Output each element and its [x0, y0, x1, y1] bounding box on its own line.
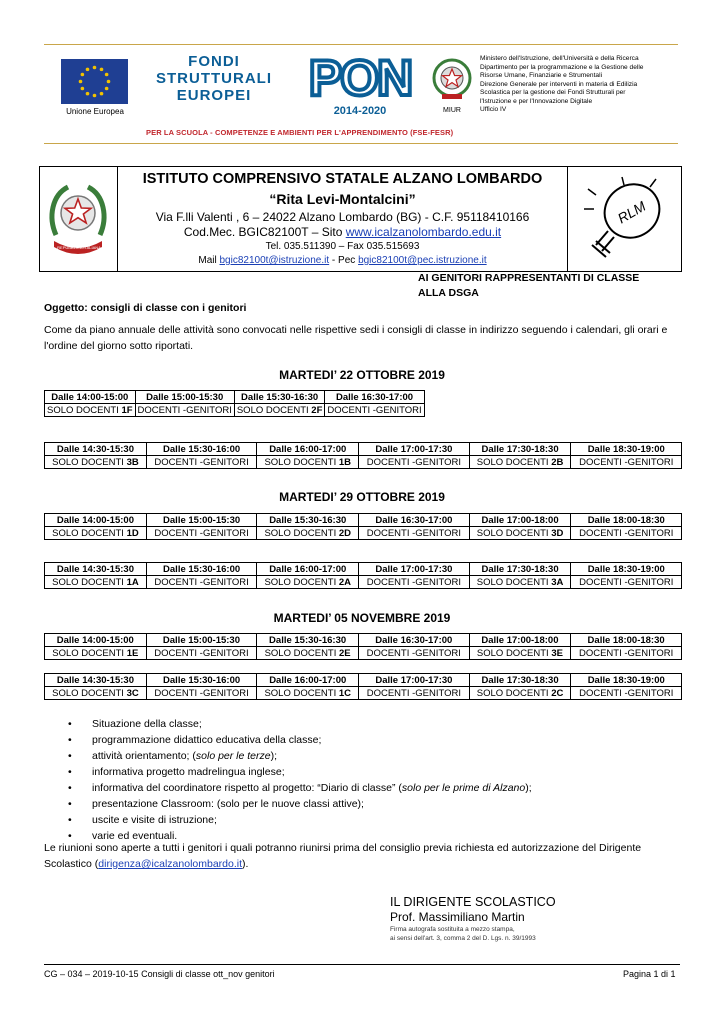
participants-label: DOCENTI -GENITORI: [579, 527, 674, 539]
eu-star-icon: [93, 94, 97, 98]
participants-label: SOLO DOCENTI: [52, 527, 127, 539]
participants-cell: [359, 687, 469, 700]
ministry-line: Direzione Generale per interventi in materia di Edilizia: [480, 80, 638, 88]
closing-text: Le riunioni sono aperte a tutti i genitori i quali potranno riunirsi prima del consiglio previa richiesta ed autorizzazione del Dirigente Scolastico (: [44, 842, 642, 870]
participants-label: SOLO DOCENTI: [52, 647, 127, 659]
footer-doc-ref: CG – 034 – 2019-10-15 Consigli di classe ott_nov genitori: [44, 969, 275, 979]
agenda-item-text: programmazione didattico educativa della classe;: [92, 734, 322, 746]
miur-emblem-icon: [432, 57, 472, 101]
time-row: [45, 443, 682, 456]
fondi-strutturali-logo: [144, 53, 284, 104]
time-slot-cell: Dalle 17:00-17:30: [359, 674, 469, 687]
time-slot-cell: Dalle 15:00-15:30: [146, 634, 257, 647]
schedule-table: [44, 562, 682, 589]
class-code: 1E: [126, 647, 139, 659]
eu-star-icon: [100, 92, 104, 96]
agenda-item-text: );: [525, 782, 532, 794]
emblem-cell: [40, 167, 118, 271]
mail-link[interactable]: bgic82100t@istruzione.it: [219, 255, 330, 266]
participants-cell: [571, 687, 682, 700]
signature-name: Prof. Massimiliano Martin: [390, 910, 525, 924]
time-slot-cell: Dalle 15:30-16:00: [146, 443, 256, 456]
school-name: ISTITUTO COMPRENSIVO STATALE ALZANO LOMBARDO: [142, 171, 543, 187]
time-slot-cell: Dalle 14:00-15:00: [45, 514, 147, 527]
eu-star-icon: [105, 87, 109, 91]
participants-label: SOLO DOCENTI: [476, 647, 552, 659]
agenda-item-text: Situazione della classe;: [92, 718, 202, 730]
participants-label: SOLO DOCENTI: [264, 687, 339, 699]
participants-cell: [257, 456, 359, 469]
mail-line: [118, 255, 567, 266]
ministry-line: Dipartimento per la programmazione e la Gestione delle: [480, 63, 644, 71]
time-slot-cell: Dalle 17:30-18:30: [469, 443, 571, 456]
time-slot-cell: Dalle 16:00-17:00: [257, 443, 359, 456]
eu-star-icon: [81, 73, 85, 77]
eu-star-icon: [107, 80, 111, 84]
fondi-line: STRUTTURALI: [156, 70, 272, 87]
class-code: 1B: [338, 456, 352, 468]
time-slot-cell: Dalle 15:30-16:00: [146, 674, 256, 687]
closing-end: ).: [242, 858, 249, 870]
meeting-date: MARTEDI’ 05 NOVEMBRE 2019: [273, 611, 451, 625]
time-slot-cell: Dalle 15:30-16:30: [257, 634, 359, 647]
time-slot-cell: Dalle 18:30-19:00: [571, 563, 682, 576]
participants-cell: [146, 527, 256, 540]
fondi-line: FONDI: [188, 53, 240, 70]
agenda-item: [68, 748, 688, 764]
participants-label: DOCENTI -GENITORI: [366, 576, 462, 588]
participants-cell: [257, 687, 359, 700]
footer-page-number: Pagina 1 di 1: [623, 969, 676, 979]
schedule-table: [44, 633, 682, 660]
mail-label: Mail: [198, 255, 220, 266]
eu-star-icon: [100, 68, 104, 72]
schedule-table: [44, 513, 682, 540]
participants-label: DOCENTI -GENITORI: [154, 687, 249, 699]
ministry-line: Risorse Umane, Finanziarie e Strumentali: [480, 72, 603, 79]
time-slot-cell: Dalle 17:30-18:30: [469, 563, 571, 576]
codmec-line: [118, 225, 567, 239]
participants-label: SOLO DOCENTI: [264, 647, 340, 659]
time-slot-cell: Dalle 16:30-17:00: [359, 514, 469, 527]
time-slot-cell: Dalle 17:00-17:30: [359, 563, 469, 576]
time-row: [45, 391, 425, 404]
ministry-line: l'Istruzione e per l'Innovazione Digitale: [480, 97, 593, 105]
time-slot-cell: Dalle 17:00-18:00: [469, 634, 571, 647]
agenda-item-text: attività orientamento; (: [92, 750, 196, 762]
participants-label: DOCENTI -GENITORI: [154, 576, 249, 588]
recipient-line: ALLA DSGA: [418, 287, 479, 299]
ministry-text: [480, 55, 680, 115]
school-header: [39, 166, 682, 272]
eu-star-icon: [81, 87, 85, 91]
school-address: Via F.lli Valenti , 6 – 24022 Alzano Lombardo (BG) - C.F. 95118410166: [155, 210, 530, 224]
participants-label: DOCENTI -GENITORI: [579, 687, 674, 699]
participants-label: SOLO DOCENTI: [264, 527, 339, 539]
ministry-line: Ministero dell'Istruzione, dell'Università e della Ricerca: [480, 55, 639, 62]
pon-years: 2014-2020: [333, 105, 387, 117]
participants-cell: [469, 576, 571, 589]
class-code: 2A: [338, 576, 352, 588]
participants-cell: [146, 576, 256, 589]
schedule-table: [44, 442, 682, 469]
participants-row: [45, 527, 682, 540]
participants-cell: [257, 576, 359, 589]
class-code: 1C: [338, 687, 352, 699]
time-slot-cell: Dalle 15:30-16:30: [234, 391, 325, 404]
participants-label: SOLO DOCENTI: [52, 576, 127, 588]
logo-text: RLM: [614, 197, 649, 227]
time-slot-cell: Dalle 14:00-15:00: [45, 634, 147, 647]
participants-cell: [469, 687, 571, 700]
participants-label: DOCENTI -GENITORI: [579, 576, 674, 588]
agenda-item: [68, 764, 688, 780]
participants-cell: [359, 527, 469, 540]
emblem-label: REPUBBLICA ITALIANA: [57, 245, 101, 250]
time-slot-cell: Dalle 14:30-15:30: [45, 443, 147, 456]
participants-cell: [146, 647, 257, 660]
participants-label: DOCENTI -GENITORI: [154, 456, 249, 468]
participants-cell: [359, 456, 469, 469]
agenda-item-text: solo per le prime di Alzano: [401, 782, 526, 794]
participants-label: DOCENTI -GENITORI: [327, 404, 422, 416]
time-slot-cell: Dalle 17:30-18:30: [469, 674, 571, 687]
lightbulb-logo-icon: [582, 175, 668, 263]
time-row: [45, 514, 682, 527]
participants-cell: [571, 527, 682, 540]
participants-label: SOLO DOCENTI: [264, 456, 339, 468]
subject-line: Oggetto: consigli di classe con i genitori: [44, 302, 247, 314]
participants-label: DOCENTI -GENITORI: [579, 456, 674, 468]
phone-line: Tel. 035.511390 – Fax 035.515693: [265, 241, 420, 252]
time-slot-cell: Dalle 18:00-18:30: [571, 514, 682, 527]
participants-label: DOCENTI -GENITORI: [578, 647, 674, 659]
participants-cell: [45, 456, 147, 469]
participants-cell: [45, 647, 147, 660]
school-subtitle: “Rita Levi-Montalcini”: [269, 191, 416, 207]
time-slot-cell: Dalle 16:00-17:00: [257, 674, 359, 687]
participants-cell: [257, 647, 359, 660]
agenda-item-text: informativa del coordinatore rispetto al progetto: “Diario di classe” (: [92, 782, 402, 794]
eu-star-icon: [86, 92, 90, 96]
participants-cell: [358, 647, 469, 660]
participants-label: SOLO DOCENTI: [52, 456, 127, 468]
participants-cell: [325, 404, 424, 417]
pon-logo-text: PON: [308, 50, 412, 103]
time-slot-cell: Dalle 15:00-15:30: [146, 514, 256, 527]
miur-label: MIUR: [443, 107, 461, 114]
agenda-item: [68, 732, 688, 748]
class-code: 2E: [339, 647, 351, 659]
pon-logo: [300, 49, 420, 103]
participants-label: SOLO DOCENTI: [476, 456, 552, 468]
class-code: 2F: [311, 404, 323, 416]
meeting-date: MARTEDI’ 29 OTTOBRE 2019: [279, 490, 445, 504]
recipient-line: AI GENITORI RAPPRESENTANTI DI CLASSE: [418, 272, 640, 284]
schedule-table: [44, 673, 682, 700]
class-code: 3E: [551, 647, 563, 659]
participants-cell: [571, 456, 682, 469]
time-slot-cell: Dalle 14:00-15:00: [45, 391, 136, 404]
logo-cell: [567, 167, 682, 271]
eu-star-icon: [79, 80, 83, 84]
class-code: 2B: [551, 456, 564, 468]
participants-cell: [146, 687, 256, 700]
pec-link[interactable]: bgic82100t@pec.istruzione.it: [358, 255, 487, 266]
participants-label: DOCENTI -GENITORI: [366, 527, 462, 539]
participants-label: DOCENTI -GENITORI: [366, 456, 462, 468]
participants-cell: [469, 456, 571, 469]
participants-row: [45, 456, 682, 469]
time-row: [45, 634, 682, 647]
participants-label: SOLO DOCENTI: [476, 576, 552, 588]
agenda-item-text: varie ed eventuali.: [92, 830, 178, 842]
closing-paragraph: [44, 840, 684, 872]
participants-label: DOCENTI -GENITORI: [366, 647, 461, 659]
class-code: 3C: [126, 687, 139, 699]
class-code: 3D: [551, 527, 564, 539]
agenda-item: [68, 796, 688, 812]
schedule-table: [44, 390, 425, 417]
time-slot-cell: Dalle 14:30-15:30: [45, 563, 147, 576]
time-slot-cell: Dalle 16:30-17:00: [325, 391, 424, 404]
time-slot-cell: Dalle 18:30-19:00: [571, 674, 682, 687]
agenda-item-text: informativa progetto madrelingua inglese;: [92, 766, 285, 778]
participants-cell: [45, 527, 147, 540]
participants-cell: [135, 404, 234, 417]
time-slot-cell: Dalle 18:30-19:00: [571, 443, 682, 456]
class-code: 3A: [551, 576, 564, 588]
participants-row: [45, 647, 682, 660]
signature-note: Firma autografa sostituita a mezzo stampa,: [390, 926, 515, 933]
time-slot-cell: Dalle 17:00-17:30: [359, 443, 469, 456]
time-slot-cell: Dalle 14:30-15:30: [45, 674, 147, 687]
participants-row: [45, 404, 425, 417]
time-row: [45, 674, 682, 687]
agenda-item: [68, 780, 688, 796]
participants-label: DOCENTI -GENITORI: [154, 527, 249, 539]
codmec-text: Cod.Mec. BGIC82100T – Sito: [183, 225, 346, 239]
pec-label: - Pec: [329, 255, 359, 266]
time-slot-cell: Dalle 16:30-17:00: [358, 634, 469, 647]
participants-cell: [234, 404, 325, 417]
participants-cell: [45, 687, 147, 700]
signature-note: ai sensi dell'art. 3, comma 2 del D. Lgs. n. 39/1993: [390, 935, 536, 942]
footer-divider: [44, 964, 680, 965]
participants-cell: [45, 576, 147, 589]
fondi-line: EUROPEI: [176, 87, 252, 104]
participants-cell: [571, 576, 682, 589]
class-code: 1F: [121, 404, 133, 416]
class-code: 3B: [126, 456, 139, 468]
time-slot-cell: Dalle 15:00-15:30: [135, 391, 234, 404]
time-slot-cell: Dalle 17:00-18:00: [469, 514, 571, 527]
agenda-item-text: );: [270, 750, 278, 762]
participants-cell: [146, 456, 256, 469]
agenda-item: [68, 716, 688, 732]
agenda-item-text: solo per le terze: [195, 750, 271, 762]
participants-label: DOCENTI -GENITORI: [366, 687, 462, 699]
pon-banner: [44, 44, 678, 144]
participants-row: [45, 576, 682, 589]
ministry-line: Scolastica per la gestione dei Fondi Strutturali per: [480, 89, 626, 96]
pon-subtitle: PER LA SCUOLA - COMPETENZE E AMBIENTI PER L'APPRENDIMENTO (FSE-FESR): [146, 128, 454, 137]
time-slot-cell: Dalle 15:30-16:00: [146, 563, 256, 576]
participants-label: SOLO DOCENTI: [476, 687, 552, 699]
participants-label: SOLO DOCENTI: [476, 527, 552, 539]
ministry-line: Ufficio IV: [480, 106, 507, 113]
participants-cell: [257, 527, 359, 540]
class-code: 1A: [126, 576, 139, 588]
agenda-list: [68, 716, 688, 844]
participants-cell: [359, 576, 469, 589]
participants-label: SOLO DOCENTI: [236, 404, 312, 416]
participants-cell: [469, 527, 571, 540]
eu-star-icon: [86, 68, 90, 72]
participants-row: [45, 687, 682, 700]
intro-paragraph: Come da piano annuale delle attività sono convocati nelle rispettive sedi i consigli di classe in indirizzo seguendo i calendari, gli orari e l'ordine del giorno sotto riportati.: [44, 324, 668, 352]
signature-title: IL DIRIGENTE SCOLASTICO: [390, 895, 556, 909]
agenda-item-text: presentazione Classroom: (solo per le nuove classi attive);: [92, 798, 364, 810]
participants-label: SOLO DOCENTI: [52, 687, 127, 699]
eu-flag-icon: [61, 59, 128, 104]
participants-cell: [571, 647, 682, 660]
participants-cell: [45, 404, 136, 417]
time-slot-cell: Dalle 16:00-17:00: [257, 563, 359, 576]
participants-cell: [469, 647, 571, 660]
time-slot-cell: Dalle 15:30-16:30: [257, 514, 359, 527]
participants-label: DOCENTI -GENITORI: [137, 404, 232, 416]
agenda-item: [68, 812, 688, 828]
eu-star-icon: [93, 66, 97, 70]
eu-label: Unione Europea: [66, 107, 124, 116]
participants-label: DOCENTI -GENITORI: [154, 647, 249, 659]
eu-star-icon: [105, 73, 109, 77]
meeting-date: MARTEDI’ 22 OTTOBRE 2019: [279, 368, 445, 382]
class-code: 1D: [126, 527, 139, 539]
website-link[interactable]: www.icalzanolombardo.edu.it: [345, 225, 502, 239]
agenda-item-text: uscite e visite di istruzione;: [92, 814, 217, 826]
time-slot-cell: Dalle 18:00-18:30: [571, 634, 682, 647]
dirigenza-email-link[interactable]: dirigenza@icalzanolombardo.it: [98, 858, 243, 870]
participants-label: SOLO DOCENTI: [47, 404, 122, 416]
class-code: 2C: [551, 687, 564, 699]
class-code: 2D: [338, 527, 352, 539]
participants-label: SOLO DOCENTI: [264, 576, 339, 588]
time-row: [45, 563, 682, 576]
